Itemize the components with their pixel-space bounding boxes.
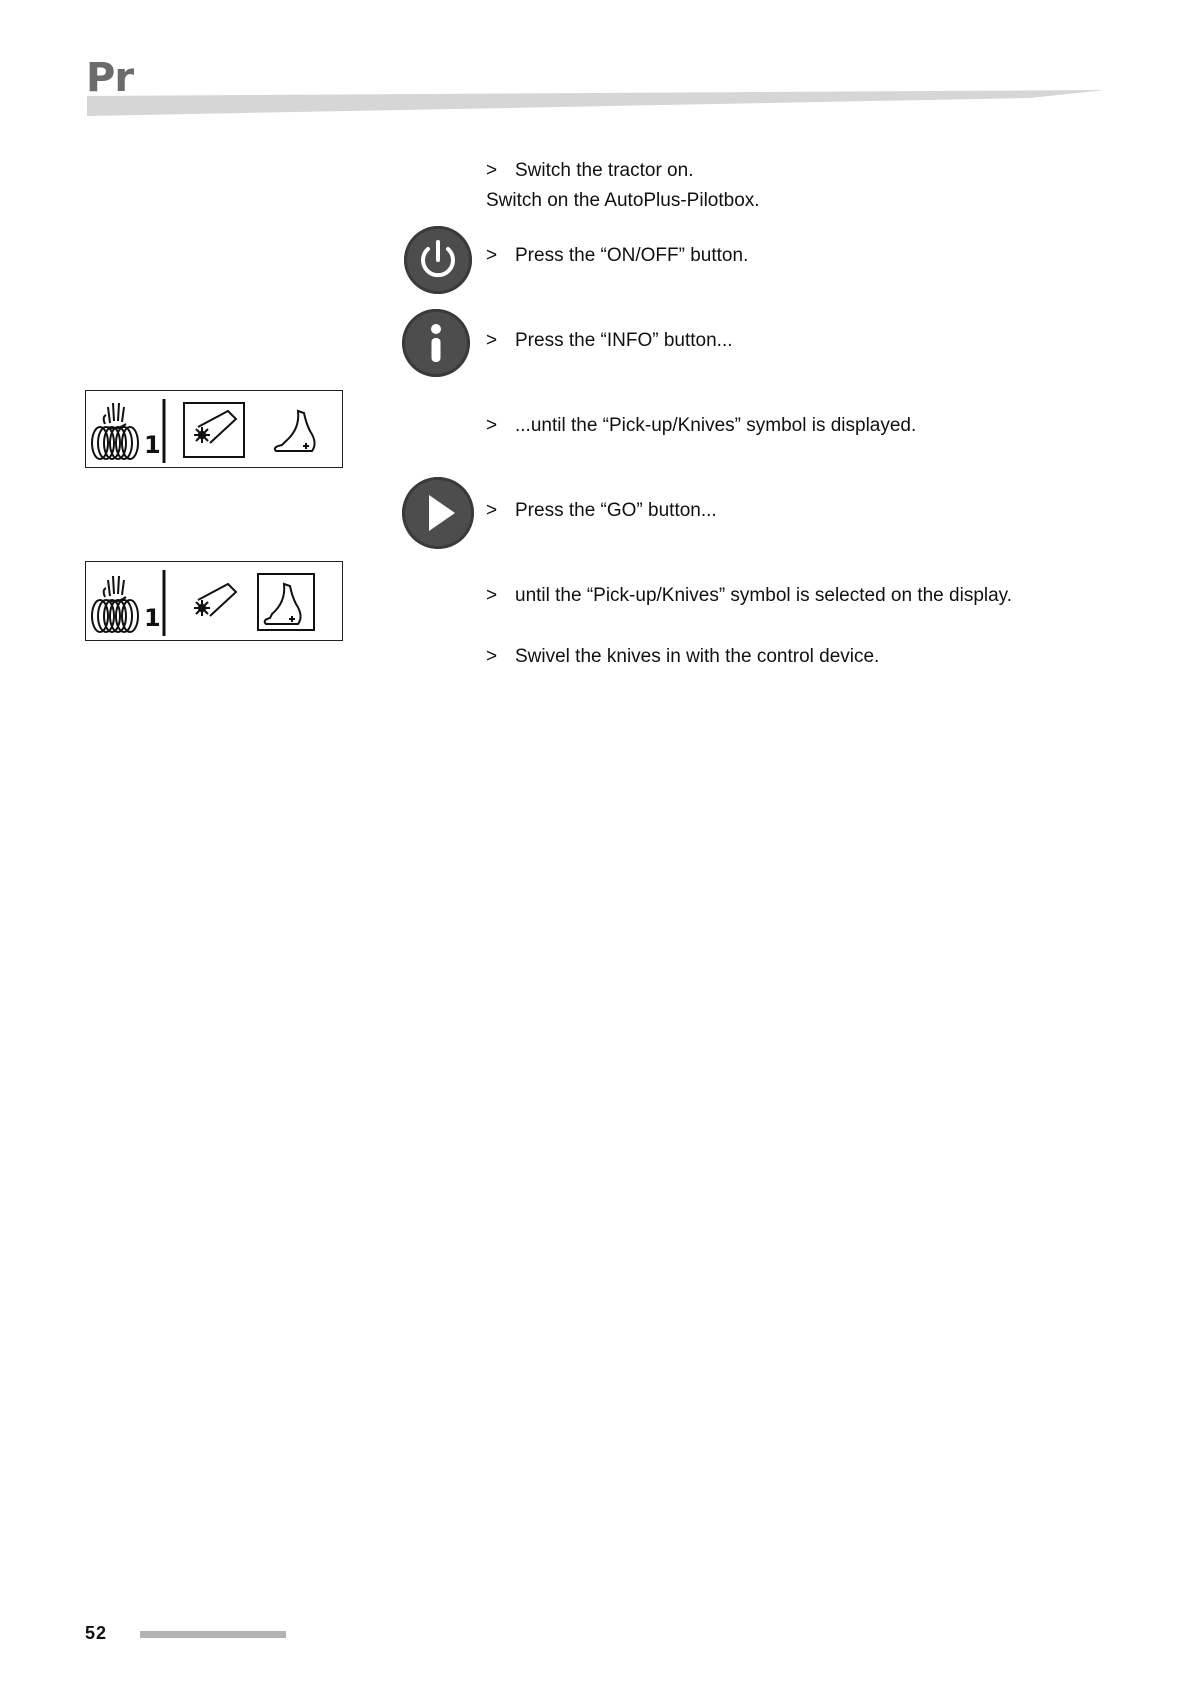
- step-text: ...until the “Pick-up/Knives” symbol is displayed.: [515, 415, 917, 436]
- go-button-icon: [402, 477, 474, 549]
- pickup-icon: [194, 411, 236, 443]
- knives-icon: [275, 411, 315, 451]
- step-switch-tractor: [486, 159, 693, 183]
- selection-box: [184, 403, 244, 457]
- step-until-selected: [486, 584, 1012, 608]
- step-marker: >: [486, 245, 498, 266]
- power-icon: [404, 226, 472, 294]
- step-press-info: [486, 329, 733, 353]
- bale-hand-icon: [92, 403, 138, 459]
- footer-bar: [140, 1631, 286, 1638]
- step-text: Press the “INFO” button...: [515, 330, 733, 351]
- step-text: Swivel the knives in with the control device.: [515, 646, 880, 667]
- note-pilotbox: Switch on the AutoPlus-Pilotbox.: [486, 190, 760, 211]
- display-counter: 1: [144, 431, 161, 459]
- step-marker: >: [486, 415, 498, 436]
- step-press-onoff: [486, 244, 748, 268]
- page-header: [0, 0, 1190, 130]
- step-text: Switch the tractor on.: [515, 160, 694, 181]
- display-panel-knives: [85, 561, 343, 641]
- step-text: Press the “GO” button...: [515, 500, 717, 521]
- selection-box: [258, 574, 314, 630]
- display-panel-pickup: [85, 390, 343, 468]
- step-marker: >: [486, 330, 498, 351]
- step-text: Press the “ON/OFF” button.: [515, 245, 749, 266]
- display-symbols: [86, 391, 344, 469]
- step-swivel-knives: [486, 645, 879, 669]
- section-title: Pr: [86, 55, 134, 101]
- power-button-icon: [404, 226, 472, 294]
- step-press-go: [486, 499, 717, 523]
- display-symbols: [86, 562, 344, 642]
- bale-hand-icon: [92, 576, 138, 632]
- step-marker: >: [486, 585, 498, 606]
- display-counter: 1: [144, 604, 161, 632]
- play-icon: [402, 477, 474, 549]
- knives-icon: [265, 584, 301, 624]
- header-bar: [0, 0, 1190, 130]
- step-until-displayed: [486, 414, 916, 438]
- page-number: 52: [85, 1623, 108, 1643]
- step-marker: >: [486, 500, 498, 521]
- info-button-icon: [402, 309, 470, 377]
- pickup-icon: [194, 584, 236, 616]
- step-text: until the “Pick-up/Knives” symbol is selected on the display.: [515, 585, 1013, 606]
- step-marker: >: [486, 160, 498, 181]
- info-icon: [402, 309, 470, 377]
- step-marker: >: [486, 646, 498, 667]
